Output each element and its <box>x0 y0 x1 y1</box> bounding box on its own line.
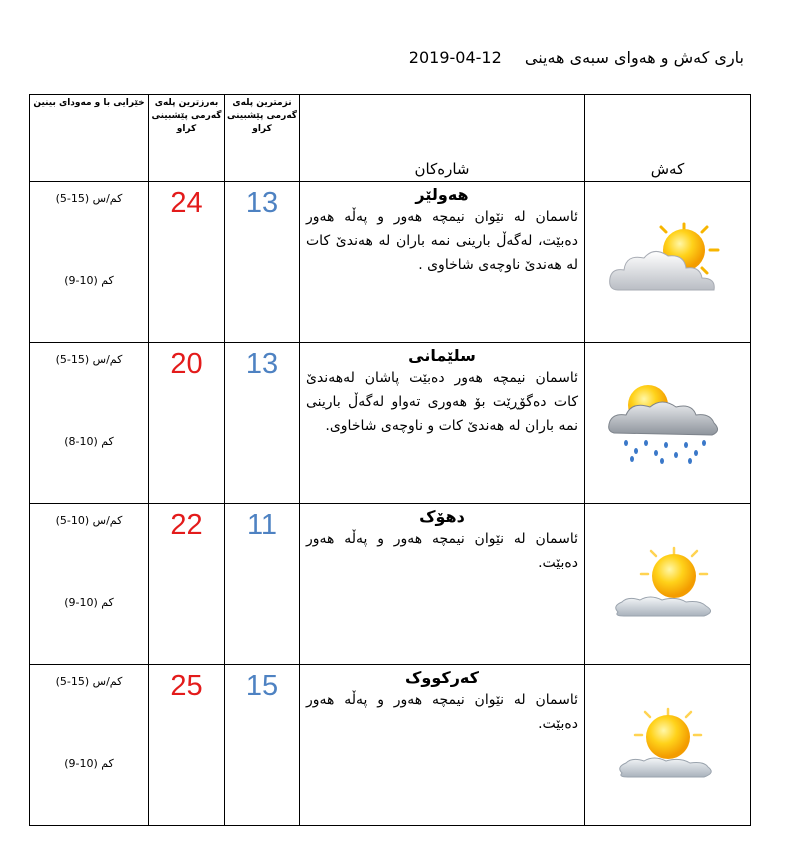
city-forecast-text: ئاسمان نیمچە هەور دەبێت پاشان لەهەندێ کات دەگۆڕێت بۆ هەوری تەواو لەگەڵ بارینی نمە باران لە هەندێ کات و ناوچەی شاخاوی. <box>306 370 578 434</box>
table-row <box>30 504 751 665</box>
table-row <box>30 182 751 343</box>
header-weather: کەش <box>585 95 751 182</box>
visibility: (9-10) کم <box>64 596 114 609</box>
city-forecast-text: ئاسمان لە نێوان نیمچە هەور و پەڵە هەور دەبێت. <box>306 531 578 571</box>
min-temp: 11 <box>225 504 300 665</box>
visibility: (9-10) کم <box>64 274 114 287</box>
weather-cell <box>585 343 751 504</box>
header-max-temp: بەرزترین پلەی گەرمی پێشبینی کراو <box>149 95 225 182</box>
wind-speed: (5-10) کم/س <box>55 514 123 527</box>
table-row <box>30 665 751 826</box>
forecast-table <box>29 94 751 826</box>
city-cell <box>300 504 585 665</box>
wind-cell <box>30 665 149 826</box>
wind-cell <box>30 182 149 343</box>
wind-speed: (5-15) کم/س <box>55 675 123 688</box>
forecast-date: 2019-04-12 <box>408 48 502 67</box>
min-temp: 15 <box>225 665 300 826</box>
weather-cell <box>585 504 751 665</box>
city-cell <box>300 665 585 826</box>
max-temp: 22 <box>149 504 225 665</box>
title-text: باری کەش و هەوای سبەی هەینی <box>524 48 744 67</box>
city-forecast-text: ئاسمان لە نێوان نیمچە هەور و پەڵە هەور دەبێت، لەگەڵ بارینی نمە باران لە هەندێ کات لە هەندێ ناوچەی شاخاوی . <box>306 209 578 273</box>
city-name: کەرکووک <box>405 668 479 687</box>
header-cities: شارەکان <box>300 95 585 182</box>
city-cell <box>300 182 585 343</box>
min-temp: 13 <box>225 343 300 504</box>
weather-cell <box>585 182 751 343</box>
visibility: (8-10) کم <box>64 435 114 448</box>
visibility: (9-10) کم <box>64 757 114 770</box>
header-row <box>30 95 751 182</box>
sun-cloud-rain-icon <box>604 381 732 465</box>
wind-speed: (5-15) کم/س <box>55 192 123 205</box>
min-temp: 13 <box>225 182 300 343</box>
sun-low-cloud-icon <box>604 703 732 787</box>
sun-low-cloud-icon <box>604 542 732 626</box>
wind-cell <box>30 343 149 504</box>
city-forecast-text: ئاسمان لە نێوان نیمچە هەور و پەڵە هەور دەبێت. <box>306 692 578 732</box>
city-name: سلێمانی <box>408 346 476 365</box>
city-name: هەولێر <box>415 185 469 204</box>
page-title <box>395 48 744 67</box>
table-row <box>30 343 751 504</box>
city-name: دهۆک <box>419 507 465 526</box>
city-cell <box>300 343 585 504</box>
wind-cell <box>30 504 149 665</box>
header-min-temp: نزمترین پلەی گەرمی پێشبینی کراو <box>225 95 300 182</box>
weather-cell <box>585 665 751 826</box>
sun-behind-cloud-icon <box>604 220 732 304</box>
max-temp: 24 <box>149 182 225 343</box>
header-wind: خێرایی با و مەودای بینین <box>30 95 149 182</box>
max-temp: 25 <box>149 665 225 826</box>
max-temp: 20 <box>149 343 225 504</box>
wind-speed: (5-15) کم/س <box>55 353 123 366</box>
